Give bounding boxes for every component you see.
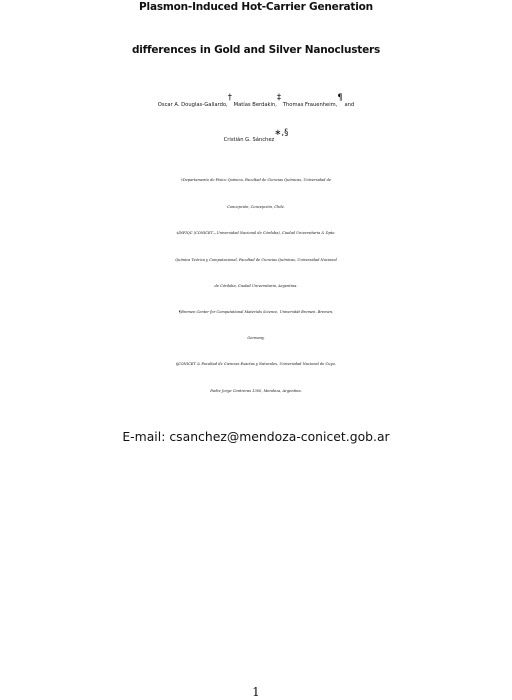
affiliation-text: Departamento de Fisico Química, Facultad de Ciencias Químicas, Universidad de <box>182 178 332 182</box>
author-line-1 <box>0 93 512 108</box>
affiliation-mark: ‡ <box>276 93 282 103</box>
paper-title-line-2: differences in Gold and Silver Nanoclusters <box>131 44 381 56</box>
affiliation-text: CONICET & Facultad de Ciencias Exactas y Naturales, Universidad Nacional de Cuyo, <box>177 362 336 366</box>
affiliation-mark: ¶ <box>178 310 182 314</box>
affiliation-mark: † <box>180 178 183 182</box>
author-name: Thomas Frauenheim, <box>282 102 338 108</box>
affiliation-mark: § <box>176 362 178 366</box>
affiliation-text: Bremen Center for Computational Materials Science, Universität Bremen. Bremen, <box>181 310 334 314</box>
page-number: 1 <box>252 685 260 699</box>
email-line <box>0 429 512 444</box>
affiliation-line: Padre Jorge Contreras 1300, Mendoza, Argentina. <box>210 389 302 393</box>
affiliation-line <box>0 310 512 314</box>
paper-title-line-1: Plasmon-Induced Hot-Carrier Generation <box>139 1 373 13</box>
author-name: Cristián G. Sánchez <box>223 137 275 143</box>
author-name: Oscar A. Douglas-Gallardo, <box>157 102 228 108</box>
affiliation-line: Germany. <box>247 336 265 340</box>
affiliation-mark: ¶ <box>337 93 343 103</box>
affiliation-mark: ‡ <box>176 231 179 235</box>
affiliation-line: Química Teórica y Computacional, Facultad de Ciencias Químicas, Universidad Nacional <box>175 258 337 262</box>
email-address[interactable]: csanchez@mendoza-conicet.gob.ar <box>169 429 390 444</box>
author-conjunction: and <box>344 102 355 108</box>
author-line-2 <box>0 128 512 143</box>
affiliation-line <box>0 231 512 235</box>
email-label: E-mail: <box>122 429 166 444</box>
affiliation-line <box>0 362 512 366</box>
affiliation-line: de Córdoba, Ciudad Universitaria, Argentina. <box>214 284 298 288</box>
affiliation-text: INFIQC (CONICET—Universidad Nacional de Córdoba), Ciudad Universitaria & Dpto. <box>178 231 336 235</box>
affiliation-mark: † <box>227 93 232 103</box>
affiliation-line <box>0 178 512 182</box>
affiliation-line: Concepción, Concepción, Chile. <box>227 205 285 209</box>
author-name: Matías Berdakin, <box>233 102 277 108</box>
affiliation-mark: ∗,§ <box>274 128 289 138</box>
